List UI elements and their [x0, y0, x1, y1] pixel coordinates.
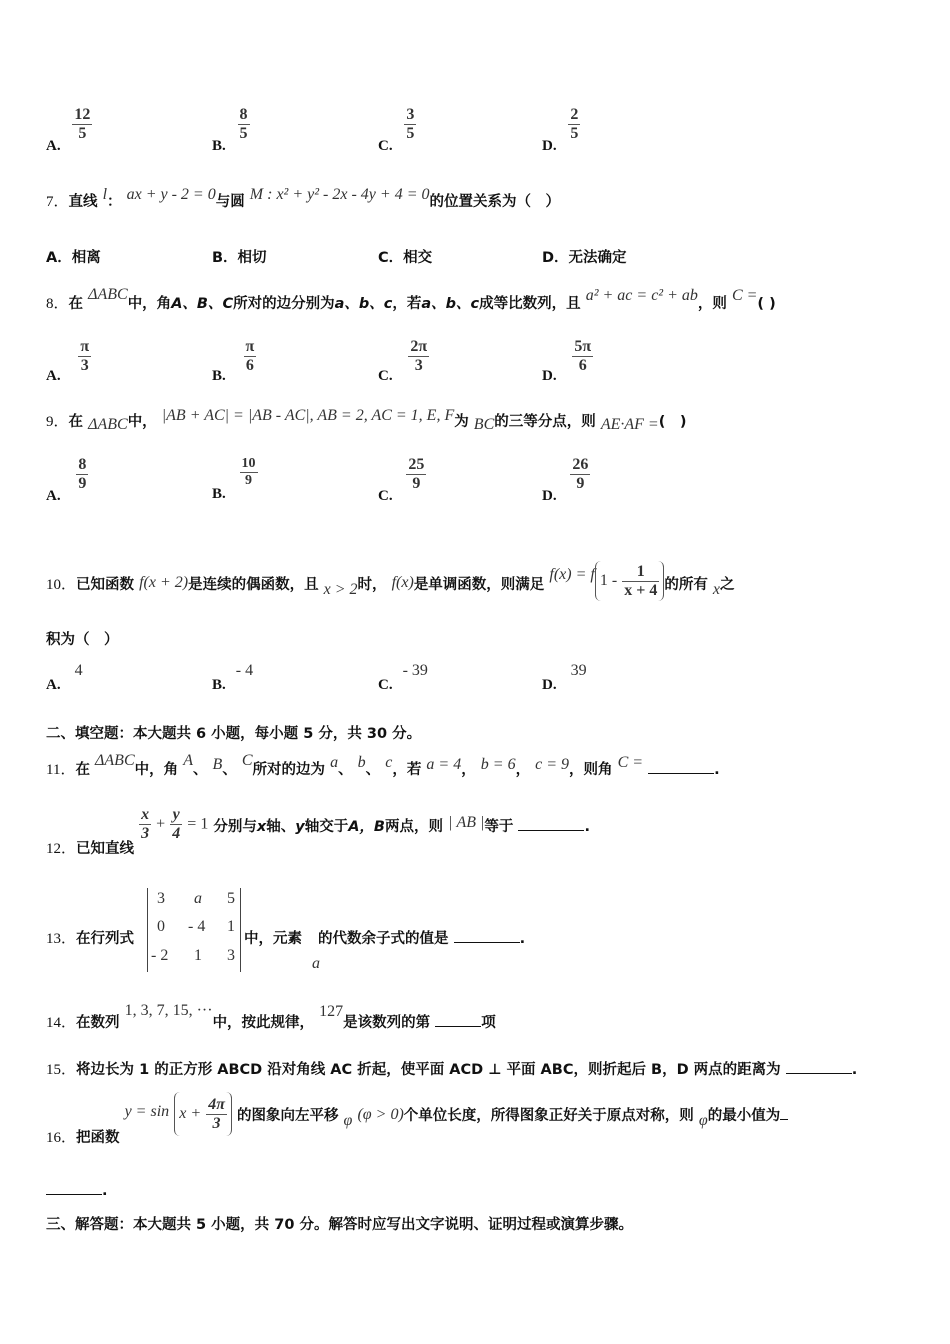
element-a: a	[312, 955, 320, 972]
q7-option-a: A．相离	[46, 250, 101, 266]
question-10-cont: 积为（ ）	[46, 632, 119, 648]
q8-option-d: D. $\frac{5\pi}{6}$	[542, 338, 592, 384]
question-16-cont: .	[46, 1180, 108, 1199]
q10-option-a: A.4	[46, 662, 83, 693]
determinant-matrix: 3 a 5 0 - 4 1 - 2 1 3	[147, 888, 241, 972]
question-11: 11．在 ΔABC中，角 A、 B、 C所对的边为 a、 b、 c，若 a = 4， b = 6， c = 9，则角 C = .	[46, 752, 720, 778]
question-13-cont: 中，元素 的代数余子式的值是 .	[244, 927, 525, 948]
q6-option-c: C. $\frac{3}{5}$	[378, 106, 415, 154]
question-13: 13．在行列式	[46, 931, 135, 947]
q8-option-b: B. $\frac{\pi}{6}$	[212, 338, 255, 384]
q8-option-a: A. $\frac{\pi}{3}$	[46, 338, 90, 384]
question-14: 14．在数列 1, 3, 7, 15, ···中，按此规律， 127是该数列的第 项	[46, 1002, 496, 1031]
answer-blank[interactable]	[786, 1059, 852, 1074]
answer-blank[interactable]	[780, 1105, 788, 1120]
question-9: 9．在 ΔABC中， |AB + AC| = |AB - AC|, AB = 2, AC = 1, E, F为 BC的三等分点，则 AE·AF =( )	[46, 407, 687, 433]
answer-blank[interactable]	[648, 759, 714, 774]
q10-option-d: D.39	[542, 662, 587, 693]
q6-option-a: A. $\frac{12}{5}$	[46, 106, 91, 154]
question-10: 10．已知函数 f(x + 2)是连续的偶函数，且 x > 2时， f(x)是单调函数，则满足 f(x) = f 1 - $\frac{1}{x + 4}$ 的所有 x之	[46, 565, 735, 605]
answer-blank[interactable]	[46, 1180, 102, 1195]
answer-blank[interactable]	[518, 816, 584, 831]
section-2-heading: 二、填空题：本大题共 6 小题，每小题 5 分，共 30 分。	[46, 726, 422, 742]
question-16: 16．把函数 y = sin x + $\frac{4\pi}{3}$ 的图象向左平移 φ (φ > 0)个单位长度，所得图象正好关于原点对称，则 φ的最小值为	[46, 1092, 788, 1136]
q10-option-c: C.- 39	[378, 662, 428, 693]
question-12: 12．已知直线 $\frac{x}{3}$ + $\frac{y}{4}$ = 1 分别与x轴、y轴交于A，B两点，则 | AB |等于 .	[46, 806, 590, 857]
section-3-heading: 三、解答题：本大题共 5 小题，共 70 分。解答时应写出文字说明、证明过程或演算步骤。	[46, 1217, 633, 1233]
question-15: 15．将边长为 1 的正方形 ABCD 沿对角线 AC 折起，使平面 ACD ⊥ 平面 ABC，则折起后 B，D 两点的距离为 .	[46, 1058, 857, 1079]
q7-option-d: D．无法确定	[542, 250, 627, 266]
q9-option-c: C. $\frac{25}{9}$	[378, 456, 425, 504]
q9-option-a: A. $\frac{8}{9}$	[46, 456, 87, 504]
question-7: 7．直线 l： ax + y - 2 = 0与圆 M : x² + y² - 2x - 4y + 4 = 0的位置关系为（ ）	[46, 186, 560, 210]
q9-option-b: B. $\frac{10}{9}$	[212, 456, 256, 502]
q10-option-b: B.- 4	[212, 662, 254, 693]
answer-blank[interactable]	[435, 1012, 481, 1027]
q6-option-d: D. $\frac{2}{5}$	[542, 106, 579, 154]
q9-option-d: D. $\frac{26}{9}$	[542, 456, 589, 504]
question-8: 8．在 ΔABC中，角A、B、C所对的边分别为a、b、c，若a、b、c成等比数列，且 a² + ac = c² + ab，则 C =( )	[46, 286, 776, 312]
q7-option-c: C．相交	[378, 250, 433, 266]
q8-option-c: C. $\frac{2\pi}{3}$	[378, 338, 428, 384]
q7-option-b: B．相切	[212, 250, 267, 266]
answer-blank[interactable]	[454, 928, 520, 943]
q6-option-b: B. $\frac{8}{5}$	[212, 106, 248, 154]
